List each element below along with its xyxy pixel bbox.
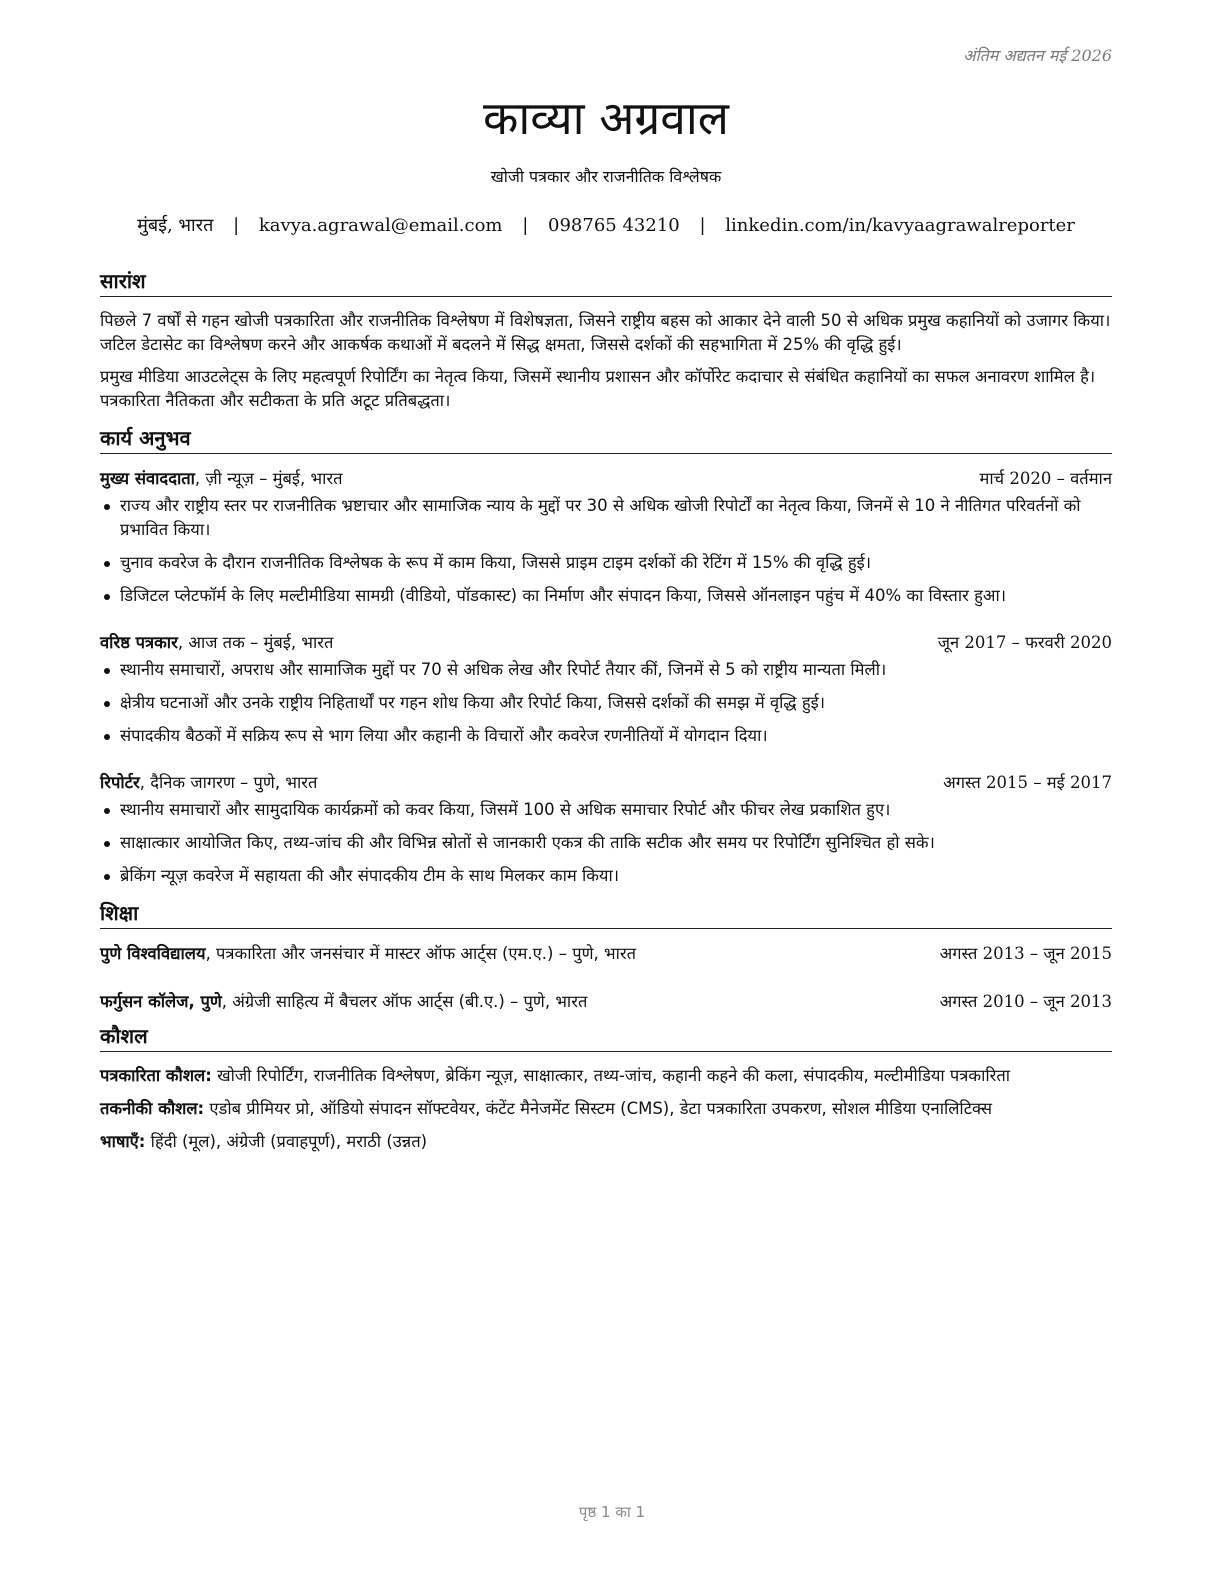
- summary-paragraph: प्रमुख मीडिया आउटलेट्स के लिए महत्वपूर्ण रिपोर्टिंग का नेतृत्व किया, जिसमें स्थानीय प्रशासन और कॉर्पोरेट कदाचार से संबंधित कहानियों का सफल अनावरण शामिल है। पत्रकारिता नैतिकता और सटीकता के प्रति अटूट प्रतिबद्धता।: [100, 367, 1096, 410]
- job-bullet: डिजिटल प्लेटफॉर्म के लिए मल्टीमीडिया सामग्री (वीडियो, पॉडकास्ट) का निर्माण और संपादन किया, जिससे ऑनलाइन पहुंच में 40% का विस्तार हुआ।: [100, 584, 1112, 608]
- education-school: पुणे विश्वविद्यालय: [100, 944, 206, 963]
- education-school: फर्गुसन कॉलेज, पुणे: [100, 992, 222, 1011]
- skills-section: [100, 1023, 1112, 1154]
- section-title-education: शिक्षा: [100, 900, 1112, 929]
- job-org: , दैनिक जागरण – पुणे, भारत: [139, 773, 318, 792]
- contact-line: [100, 214, 1112, 238]
- contact-location: मुंबई, भारत: [137, 215, 214, 236]
- section-title-summary: सारांश: [100, 268, 1112, 297]
- job-org: , ज़ी न्यूज़ – मुंबई, भारत: [194, 469, 343, 488]
- skill-line: [100, 1064, 1112, 1088]
- contact-separator: |: [233, 215, 240, 236]
- job-entry: [100, 630, 1112, 748]
- summary-paragraph: पिछले 7 वर्षों से गहन खोजी पत्रकारिता और राजनीतिक विश्लेषण में विशेषज्ञता, जिसने राष्ट्रीय बहस को आकार देने वाली 50 से अधिक प्रमुख कहानियों को उजागर किया। जटिल डेटासेट का विश्लेषण करने और आकर्षक कथाओं में बदलने में सिद्ध क्षमता, जिससे दर्शकों की सहभागिता में 25% की वृद्धि हुई।: [100, 311, 1111, 354]
- skill-value: एडोब प्रीमियर प्रो, ऑडियो संपादन सॉफ्टवेयर, कंटेंट मैनेजमेंट सिस्टम (CMS), डेटा पत्रकारिता उपकरण, सोशल मीडिया एनालिटिक्स: [204, 1099, 993, 1118]
- skill-label: भाषाएँ:: [100, 1132, 146, 1151]
- education-dates: अगस्त 2013 – जून 2015: [939, 944, 1112, 963]
- job-bullets: [100, 798, 1112, 888]
- job-header: [100, 770, 1112, 796]
- education-section: [100, 900, 1112, 1015]
- job-bullet: साक्षात्कार आयोजित किए, तथ्य-जांच की और विभिन्न स्रोतों से जानकारी एकत्र की ताकि सटीक और समय पर रिपोर्टिंग सुनिश्चित हो सके।: [100, 831, 1112, 855]
- skill-line: [100, 1130, 1112, 1154]
- job-dates: अगस्त 2015 – मई 2017: [943, 773, 1112, 792]
- candidate-name: काव्या अग्रवाल: [483, 91, 729, 145]
- job-role: रिपोर्टर: [100, 773, 140, 792]
- skill-label: तकनीकी कौशल:: [100, 1099, 205, 1118]
- contact-email[interactable]: kavya.agrawal@email.com: [258, 215, 503, 236]
- job-bullet: ब्रेकिंग न्यूज़ कवरेज में सहायता की और संपादकीय टीम के साथ मिलकर काम किया।: [100, 864, 1112, 888]
- summary-section: [100, 268, 1112, 413]
- job-bullets: [100, 494, 1112, 608]
- job-bullet: संपादकीय बैठकों में सक्रिय रूप से भाग लिया और कहानी के विचारों और कवरेज रणनीतियों में योगदान दिया।: [100, 724, 1112, 748]
- contact-separator: |: [522, 215, 529, 236]
- job-bullets: [100, 658, 1112, 748]
- job-dates: जून 2017 – फरवरी 2020: [937, 633, 1112, 652]
- skill-label: पत्रकारिता कौशल:: [100, 1066, 212, 1085]
- job-bullet: राज्य और राष्ट्रीय स्तर पर राजनीतिक भ्रष्टाचार और सामाजिक न्याय के मुद्दों पर 30 से अधिक खोजी रिपोर्टों का नेतृत्व किया, जिनमें से 10 ने नीतिगत परिवर्तनों को प्रभावित किया।: [100, 494, 1112, 542]
- job-org: , आज तक – मुंबई, भारत: [177, 633, 334, 652]
- job-entry: [100, 770, 1112, 888]
- job-entry: [100, 466, 1112, 608]
- page-footer: पृष्ठ 1 का 1: [578, 1503, 646, 1521]
- section-title-experience: कार्य अनुभव: [100, 425, 1112, 454]
- candidate-subtitle: खोजी पत्रकार और राजनीतिक विश्लेषक: [490, 167, 722, 186]
- last-updated: अंतिम अद्यतन मई 2026: [963, 46, 1112, 65]
- experience-section: [100, 425, 1112, 888]
- education-entry: [100, 941, 1112, 967]
- education-detail: , पत्रकारिता और जनसंचार में मास्टर ऑफ आर्ट्स (एम.ए.) – पुणे, भारत: [205, 944, 637, 963]
- education-dates: अगस्त 2010 – जून 2013: [939, 992, 1112, 1011]
- section-title-skills: कौशल: [100, 1023, 1112, 1052]
- job-bullet: स्थानीय समाचारों, अपराध और सामाजिक मुद्दों पर 70 से अधिक लेख और रिपोर्ट तैयार कीं, जिनमें से 5 को राष्ट्रीय मान्यता मिली।: [100, 658, 1112, 682]
- contact-linkedin[interactable]: linkedin.com/in/kavyaagrawalreporter: [725, 215, 1075, 236]
- job-bullet: क्षेत्रीय घटनाओं और उनके राष्ट्रीय निहितार्थों पर गहन शोध किया और रिपोर्ट किया, जिससे दर्शकों की समझ में वृद्धि हुई।: [100, 691, 1112, 715]
- resume-page: [100, 88, 1112, 1166]
- skill-value: खोजी रिपोर्टिंग, राजनीतिक विश्लेषण, ब्रेकिंग न्यूज़, साक्षात्कार, तथ्य-जांच, कहानी कहने की कला, संपादकीय, मल्टीमीडिया पत्रकारिता: [211, 1066, 1011, 1085]
- job-dates: मार्च 2020 – वर्तमान: [979, 469, 1112, 488]
- job-bullet: स्थानीय समाचारों और सामुदायिक कार्यक्रमों को कवर किया, जिसमें 100 से अधिक समाचार रिपोर्ट और फीचर लेख प्रकाशित हुए।: [100, 798, 1112, 822]
- education-entry: [100, 989, 1112, 1015]
- skill-line: [100, 1097, 1112, 1121]
- contact-separator: |: [699, 215, 706, 236]
- job-header: [100, 466, 1112, 492]
- contact-phone[interactable]: 098765 43210: [548, 215, 680, 236]
- job-header: [100, 630, 1112, 656]
- job-role: मुख्य संवाददाता: [100, 469, 195, 488]
- education-detail: , अंग्रेजी साहित्य में बैचलर ऑफ आर्ट्स (बी.ए.) – पुणे, भारत: [221, 992, 588, 1011]
- skill-value: हिंदी (मूल), अंग्रेजी (प्रवाहपूर्ण), मराठी (उन्नत): [145, 1132, 428, 1151]
- job-bullet: चुनाव कवरेज के दौरान राजनीतिक विश्लेषक के रूप में काम किया, जिससे प्राइम टाइम दर्शकों की रेटिंग में 15% की वृद्धि हुई।: [100, 551, 1112, 575]
- job-role: वरिष्ठ पत्रकार: [100, 633, 178, 652]
